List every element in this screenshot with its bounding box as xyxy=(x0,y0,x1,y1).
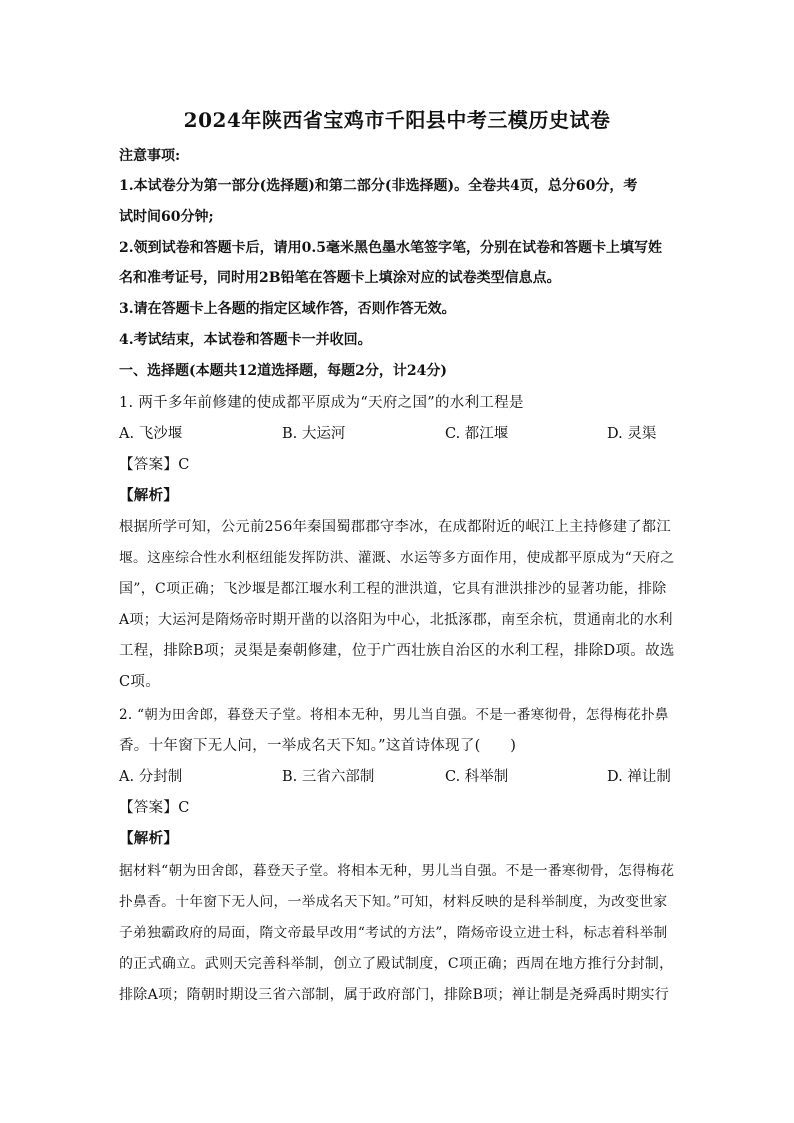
option-d: D. 禅让制 xyxy=(607,769,671,785)
notice-line: 1.本试卷分为第一部分(选择题)和第二部分(非选择题)。全卷共4页，总分60分，考 xyxy=(119,178,638,194)
option-a: A. 飞沙堰 xyxy=(119,426,183,442)
option-c: C. 科举制 xyxy=(445,769,509,785)
option-a: A. 分封制 xyxy=(119,769,183,785)
answer-label: 【答案】C xyxy=(119,457,190,473)
option-b: B. 大运河 xyxy=(282,426,346,442)
answer-label: 【答案】C xyxy=(119,800,190,816)
question-stem: 1. 两千多年前修建的使成都平原成为“天府之国”的水利工程是 xyxy=(119,395,524,411)
question-stem: 2. “朝为田舍郎，暮登天子堂。将相本无种，男儿当自强。不是一番寒彻骨，怎得梅花扑鼻 xyxy=(119,707,669,723)
analysis-line: 的正式确立。武则天完善科举制，创立了殿试制度，C项正确；西周在地方推行分封制， xyxy=(119,956,674,972)
analysis-line: A项；大运河是隋炀帝时期开凿的以洛阳为中心，北抵涿郡，南至余杭，贯通南北的水利 xyxy=(119,612,673,628)
question-stem: 香。十年窗下无人问，一举成名天下知。”这首诗体现了( ) xyxy=(119,738,517,754)
analysis-line: 扑鼻香。十年窗下无人问，一举成名天下知。”可知，材料反映的是科举制度，为改变世家 xyxy=(119,894,668,910)
page-title: 2024年陕西省宝鸡市千阳县中考三模历史试卷 xyxy=(183,108,611,132)
analysis-label: 【解析】 xyxy=(119,830,179,847)
notice-line: 名和准考证号，同时用2B铅笔在答题卡上填涂对应的试卷类型信息点。 xyxy=(119,270,561,286)
option-d: D. 灵渠 xyxy=(607,426,657,442)
option-b: B. 三省六部制 xyxy=(282,769,375,785)
analysis-line: 堰。这座综合性水利枢纽能发挥防洪、灌溉、水运等多方面作用，使成都平原成为“天府之 xyxy=(119,550,675,566)
analysis-label: 【解析】 xyxy=(119,487,179,504)
section-heading: 一、选择题(本题共12道选择题，每题2分，计24分) xyxy=(119,363,447,379)
notice-line: 3.请在答题卡上各题的指定区域作答，否则作答无效。 xyxy=(119,301,456,317)
notice-line: 2.领到试卷和答题卡后，请用0.5毫米黑色墨水笔签字笔，分别在试卷和答题卡上填写姓 xyxy=(119,240,662,256)
analysis-line: 排除A项；隋朝时期设三省六部制，属于政府部门，排除B项；禅让制是尧舜禹时期实行 xyxy=(119,987,670,1003)
analysis-line: 国”，C项正确；飞沙堰是都江堰水利工程的泄洪道，它具有泄洪排沙的显著功能，排除 xyxy=(119,581,667,597)
notice-heading: 注意事项: xyxy=(119,148,181,164)
option-c: C. 都江堰 xyxy=(445,426,509,442)
analysis-line: 工程，排除B项；灵渠是秦朝修建，位于广西壮族自治区的水利工程，排除D项。故选 xyxy=(119,643,675,659)
analysis-line: 根据所学可知，公元前256年秦国蜀郡郡守李冰，在成都附近的岷江上主持修建了都江 xyxy=(119,519,671,535)
analysis-line: 据材料“朝为田舍郎，暮登天子堂。将相本无种，男儿当自强。不是一番寒彻骨，怎得梅花 xyxy=(119,863,675,879)
analysis-line: C项。 xyxy=(119,674,160,690)
notice-line: 4.考试结束，本试卷和答题卡一并收回。 xyxy=(119,332,372,348)
notice-line: 试时间60分钟; xyxy=(119,209,214,225)
analysis-line: 子弟独霸政府的局面，隋文帝最早改用“考试的方法”，隋炀帝设立进士科，标志着科举制 xyxy=(119,925,668,941)
